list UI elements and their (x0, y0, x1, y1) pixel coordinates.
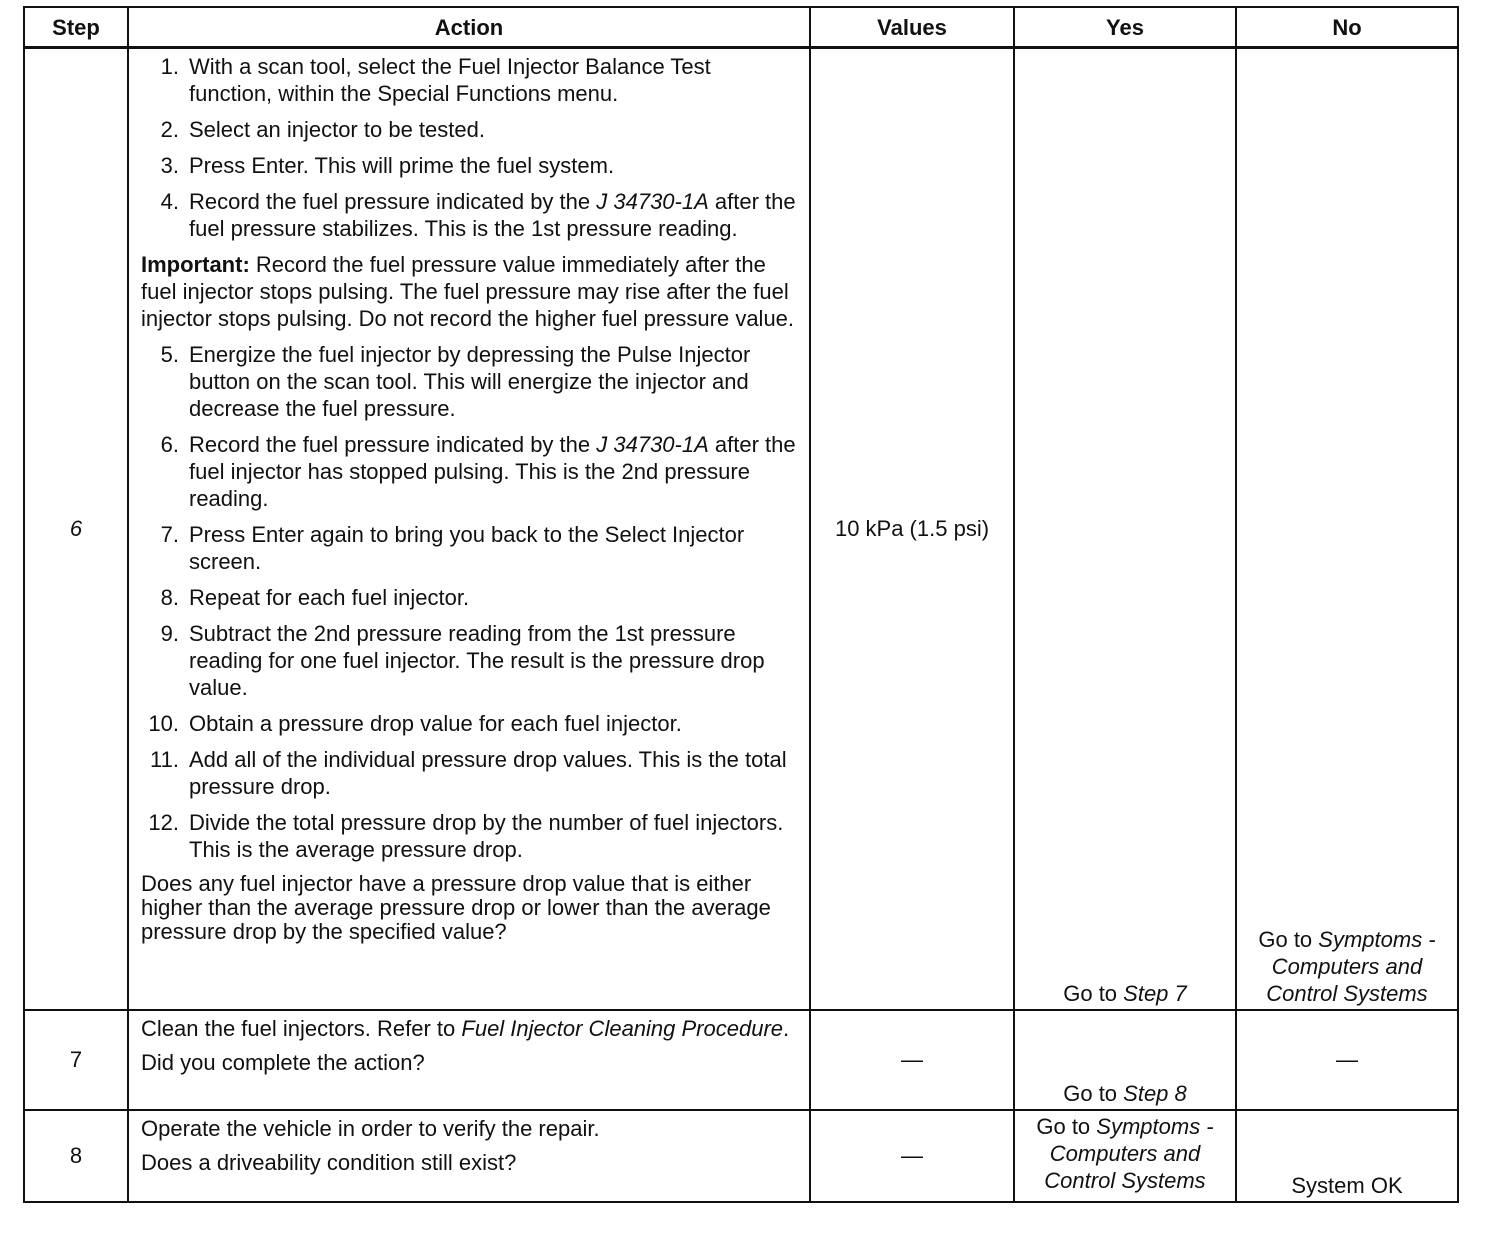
list-item-number: 7. (160, 522, 179, 547)
tool-reference: J 34730-1A (596, 189, 709, 214)
list-item-number: 6. (160, 432, 179, 457)
list-item (141, 152, 799, 179)
list-item-number: 8. (160, 585, 179, 610)
text-run: Press Enter. This will prime the fuel system. (189, 153, 615, 178)
text-run: Add all of the individual pressure drop values. This is the total pressure drop. (189, 747, 787, 799)
important-label: Important: (141, 252, 250, 277)
list-item-number: 4. (160, 189, 179, 214)
yes-prefix: Go to (1036, 1113, 1097, 1139)
text-run: With a scan tool, select the Fuel Injector Balance Test function, within the Special Functions menu. (189, 54, 711, 106)
diagnostic-table (23, 6, 1459, 1203)
action-text: Operate the vehicle in order to verify the repair. (141, 1115, 600, 1141)
list-item-text (189, 431, 799, 512)
yes-link[interactable]: Step 8 (1123, 1080, 1187, 1106)
list-item-text (189, 620, 799, 701)
list-item (141, 116, 799, 143)
value-cell: — (810, 1010, 1014, 1110)
list-item (141, 521, 799, 575)
yes-prefix: Go to (1063, 1080, 1124, 1106)
header-values: Values (810, 7, 1014, 48)
yes-link[interactable]: Symptoms - Computers and Control Systems (1044, 1113, 1214, 1193)
list-item-number: 1. (160, 54, 179, 79)
yes-prefix: Go to (1063, 980, 1124, 1006)
list-item-number: 5. (160, 342, 179, 367)
list-item-text (189, 152, 799, 179)
yes-cell (1014, 1110, 1236, 1202)
action-cell (128, 1110, 810, 1202)
no-cell: System OK (1236, 1110, 1458, 1202)
text-run: after the fuel pressure stabilizes. This is the 1st pressure reading. (189, 189, 796, 241)
header-action: Action (128, 7, 810, 48)
text-run: Energize the fuel injector by depressing the Pulse Injector button on the scan tool. This will energize the injector and decrease the fuel pressure. (189, 342, 751, 421)
list-item-number: 9. (160, 621, 179, 646)
text-run: Obtain a pressure drop value for each fuel injector. (189, 711, 682, 736)
tool-reference: J 34730-1A (596, 432, 709, 457)
action-cell (128, 48, 810, 1010)
decision-question: Did you complete the action? (141, 1049, 425, 1075)
value-cell: — (810, 1110, 1014, 1202)
yes-cell (1014, 1010, 1236, 1110)
text-run: after the fuel injector has stopped pulsing. This is the 2nd pressure reading. (189, 432, 796, 511)
list-item (141, 431, 799, 512)
action-cell (128, 1010, 810, 1110)
action-suffix: . (783, 1015, 790, 1041)
list-item-text (189, 521, 799, 575)
list-item-number: 2. (160, 117, 179, 142)
procedure-link[interactable]: Fuel Injector Cleaning Procedure (461, 1015, 784, 1041)
table-row-step-7 (24, 1010, 1458, 1110)
step-number: 6 (24, 48, 128, 1010)
step-number: 7 (24, 1010, 128, 1110)
list-item-text (189, 53, 799, 107)
no-cell (1236, 48, 1458, 1010)
list-item-text (189, 710, 799, 737)
list-item-text (189, 188, 799, 242)
text-run: Subtract the 2nd pressure reading from the 1st pressure reading for one fuel injector. The result is the pressure drop value. (189, 621, 765, 700)
header-no: No (1236, 7, 1458, 48)
text-run: Record the fuel pressure indicated by the (189, 189, 597, 214)
list-item-text (189, 341, 799, 422)
list-item-text (189, 746, 799, 800)
table-row-step-6 (24, 48, 1458, 1010)
list-item (141, 584, 799, 611)
text-run: Press Enter again to bring you back to the Select Injector screen. (189, 522, 745, 574)
list-item (141, 341, 799, 422)
text-run: Select an injector to be tested. (189, 117, 485, 142)
list-item-text (189, 116, 799, 143)
list-item (141, 746, 799, 800)
procedure-list-b (141, 341, 799, 863)
action-prefix: Clean the fuel injectors. Refer to (141, 1015, 462, 1041)
list-item (141, 809, 799, 863)
list-item (141, 53, 799, 107)
text-run: Record the fuel pressure indicated by the (189, 432, 597, 457)
list-item (141, 710, 799, 737)
list-item-number: 10. (148, 711, 179, 736)
text-run: Divide the total pressure drop by the number of fuel injectors. This is the average pressure drop. (189, 810, 784, 862)
action-text (141, 1015, 799, 1042)
yes-cell (1014, 48, 1236, 1010)
list-item-number: 3. (160, 153, 179, 178)
decision-question: Does any fuel injector have a pressure drop value that is either higher than the average pressure drop or lower than the average pressure drop by the specified value? (141, 871, 771, 944)
procedure-list-a (141, 53, 799, 242)
list-item-number: 12. (148, 810, 179, 835)
no-link[interactable]: Symptoms - Computers and Control Systems (1266, 926, 1436, 1006)
list-item (141, 620, 799, 701)
table-row-step-8 (24, 1110, 1458, 1202)
header-row (24, 7, 1458, 48)
decision-question: Does a driveability condition still exist? (141, 1149, 517, 1175)
list-item-number: 11. (150, 747, 179, 772)
text-run: Repeat for each fuel injector. (189, 585, 470, 610)
no-prefix: Go to (1258, 926, 1319, 952)
important-text: Record the fuel pressure value immediately after the fuel injector stops pulsing. The fuel pressure may rise after the fuel injector stops pulsing. Do not record the higher fuel pressure value. (141, 252, 795, 331)
no-cell: — (1236, 1010, 1458, 1110)
list-item-text (189, 584, 799, 611)
list-item-text (189, 809, 799, 863)
yes-link[interactable]: Step 7 (1123, 980, 1187, 1006)
step-number: 8 (24, 1110, 128, 1202)
header-yes: Yes (1014, 7, 1236, 48)
list-item (141, 188, 799, 242)
important-note (141, 251, 799, 332)
header-step: Step (24, 7, 128, 48)
value-cell: 10 kPa (1.5 psi) (810, 48, 1014, 1010)
